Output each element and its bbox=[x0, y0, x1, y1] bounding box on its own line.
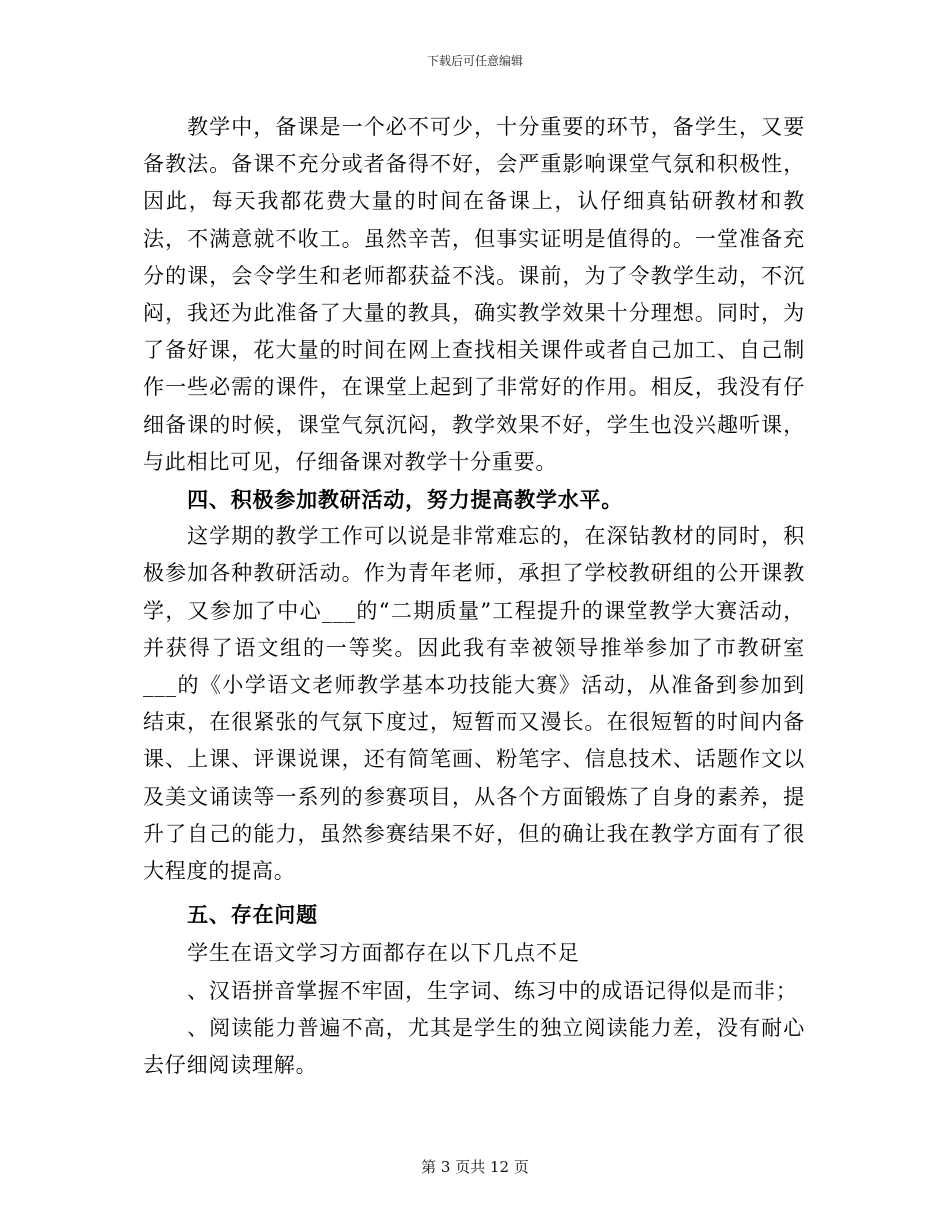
section-heading-problems: 五、存在问题 bbox=[187, 902, 318, 928]
list-item-pinyin: 、汉语拼音掌握不牢固，生字词、练习中的成语记得似是而非； bbox=[187, 978, 798, 1003]
list-item-reading: 、阅读能力普遍不高，尤其是学生的独立阅读能力差，没有耐心去仔细阅读理解。 bbox=[143, 1015, 805, 1078]
document-body bbox=[143, 109, 805, 1084]
paragraph-teaching-research: 这学期的教学工作可以说是非常难忘的，在深钻教材的同时，积极参加各种教研活动。作为青年老师，承担了学校教研组的公开课教学，又参加了中心___的“二期质量”工程提升的课堂教学大赛活动，并获得了语文组的一等奖。因此我有幸被领导推举参加了市教研室___的《小学语文老师教学基本功技能大赛》活动，从准备到参加到结束，在很紧张的气氛下度过，短暂而又漫长。在很短暂的时间内备课、上课、评课说课，还有简笔画、粉笔字、信息技术、话题作文以及美文诵读等一系列的参赛项目，从各个方面锻炼了自身的素养，提升了自己的能力，虽然参赛结果不好，但的确让我在教学方面有了很大程度的提高。 bbox=[143, 524, 805, 884]
section-heading-teaching-research: 四、积极参加教研活动，努力提高教学水平。 bbox=[187, 487, 624, 513]
page-header: 下载后可任意编辑 bbox=[426, 54, 523, 68]
page-footer: 第 3 页共 12 页 bbox=[421, 1158, 529, 1176]
paragraph-lesson-prep: 教学中，备课是一个必不可少，十分重要的环节，备学生，又要备教法。备课不充分或者备得不好，会严重影响课堂气氛和积极性，因此，每天我都花费大量的时间在备课上，认仔细真钻研教材和教法，不满意就不收工。虽然辛苦，但事实证明是值得的。一堂准备充分的课，会令学生和老师都获益不浅。课前，为了令教学生动，不沉闷，我还为此准备了大量的教具，确实教学效果十分理想。同时，为了备好课，花大量的时间在网上查找相关课件或者自己加工、自己制作一些必需的课件，在课堂上起到了非常好的作用。相反，我没有仔细备课的时候，课堂气氛沉闷，教学效果不好，学生也没兴趣听课，与此相比可见，仔细备课对教学十分重要。 bbox=[143, 115, 805, 474]
paragraph-problems-intro: 学生在语文学习方面都存在以下几点不足 bbox=[187, 941, 580, 966]
